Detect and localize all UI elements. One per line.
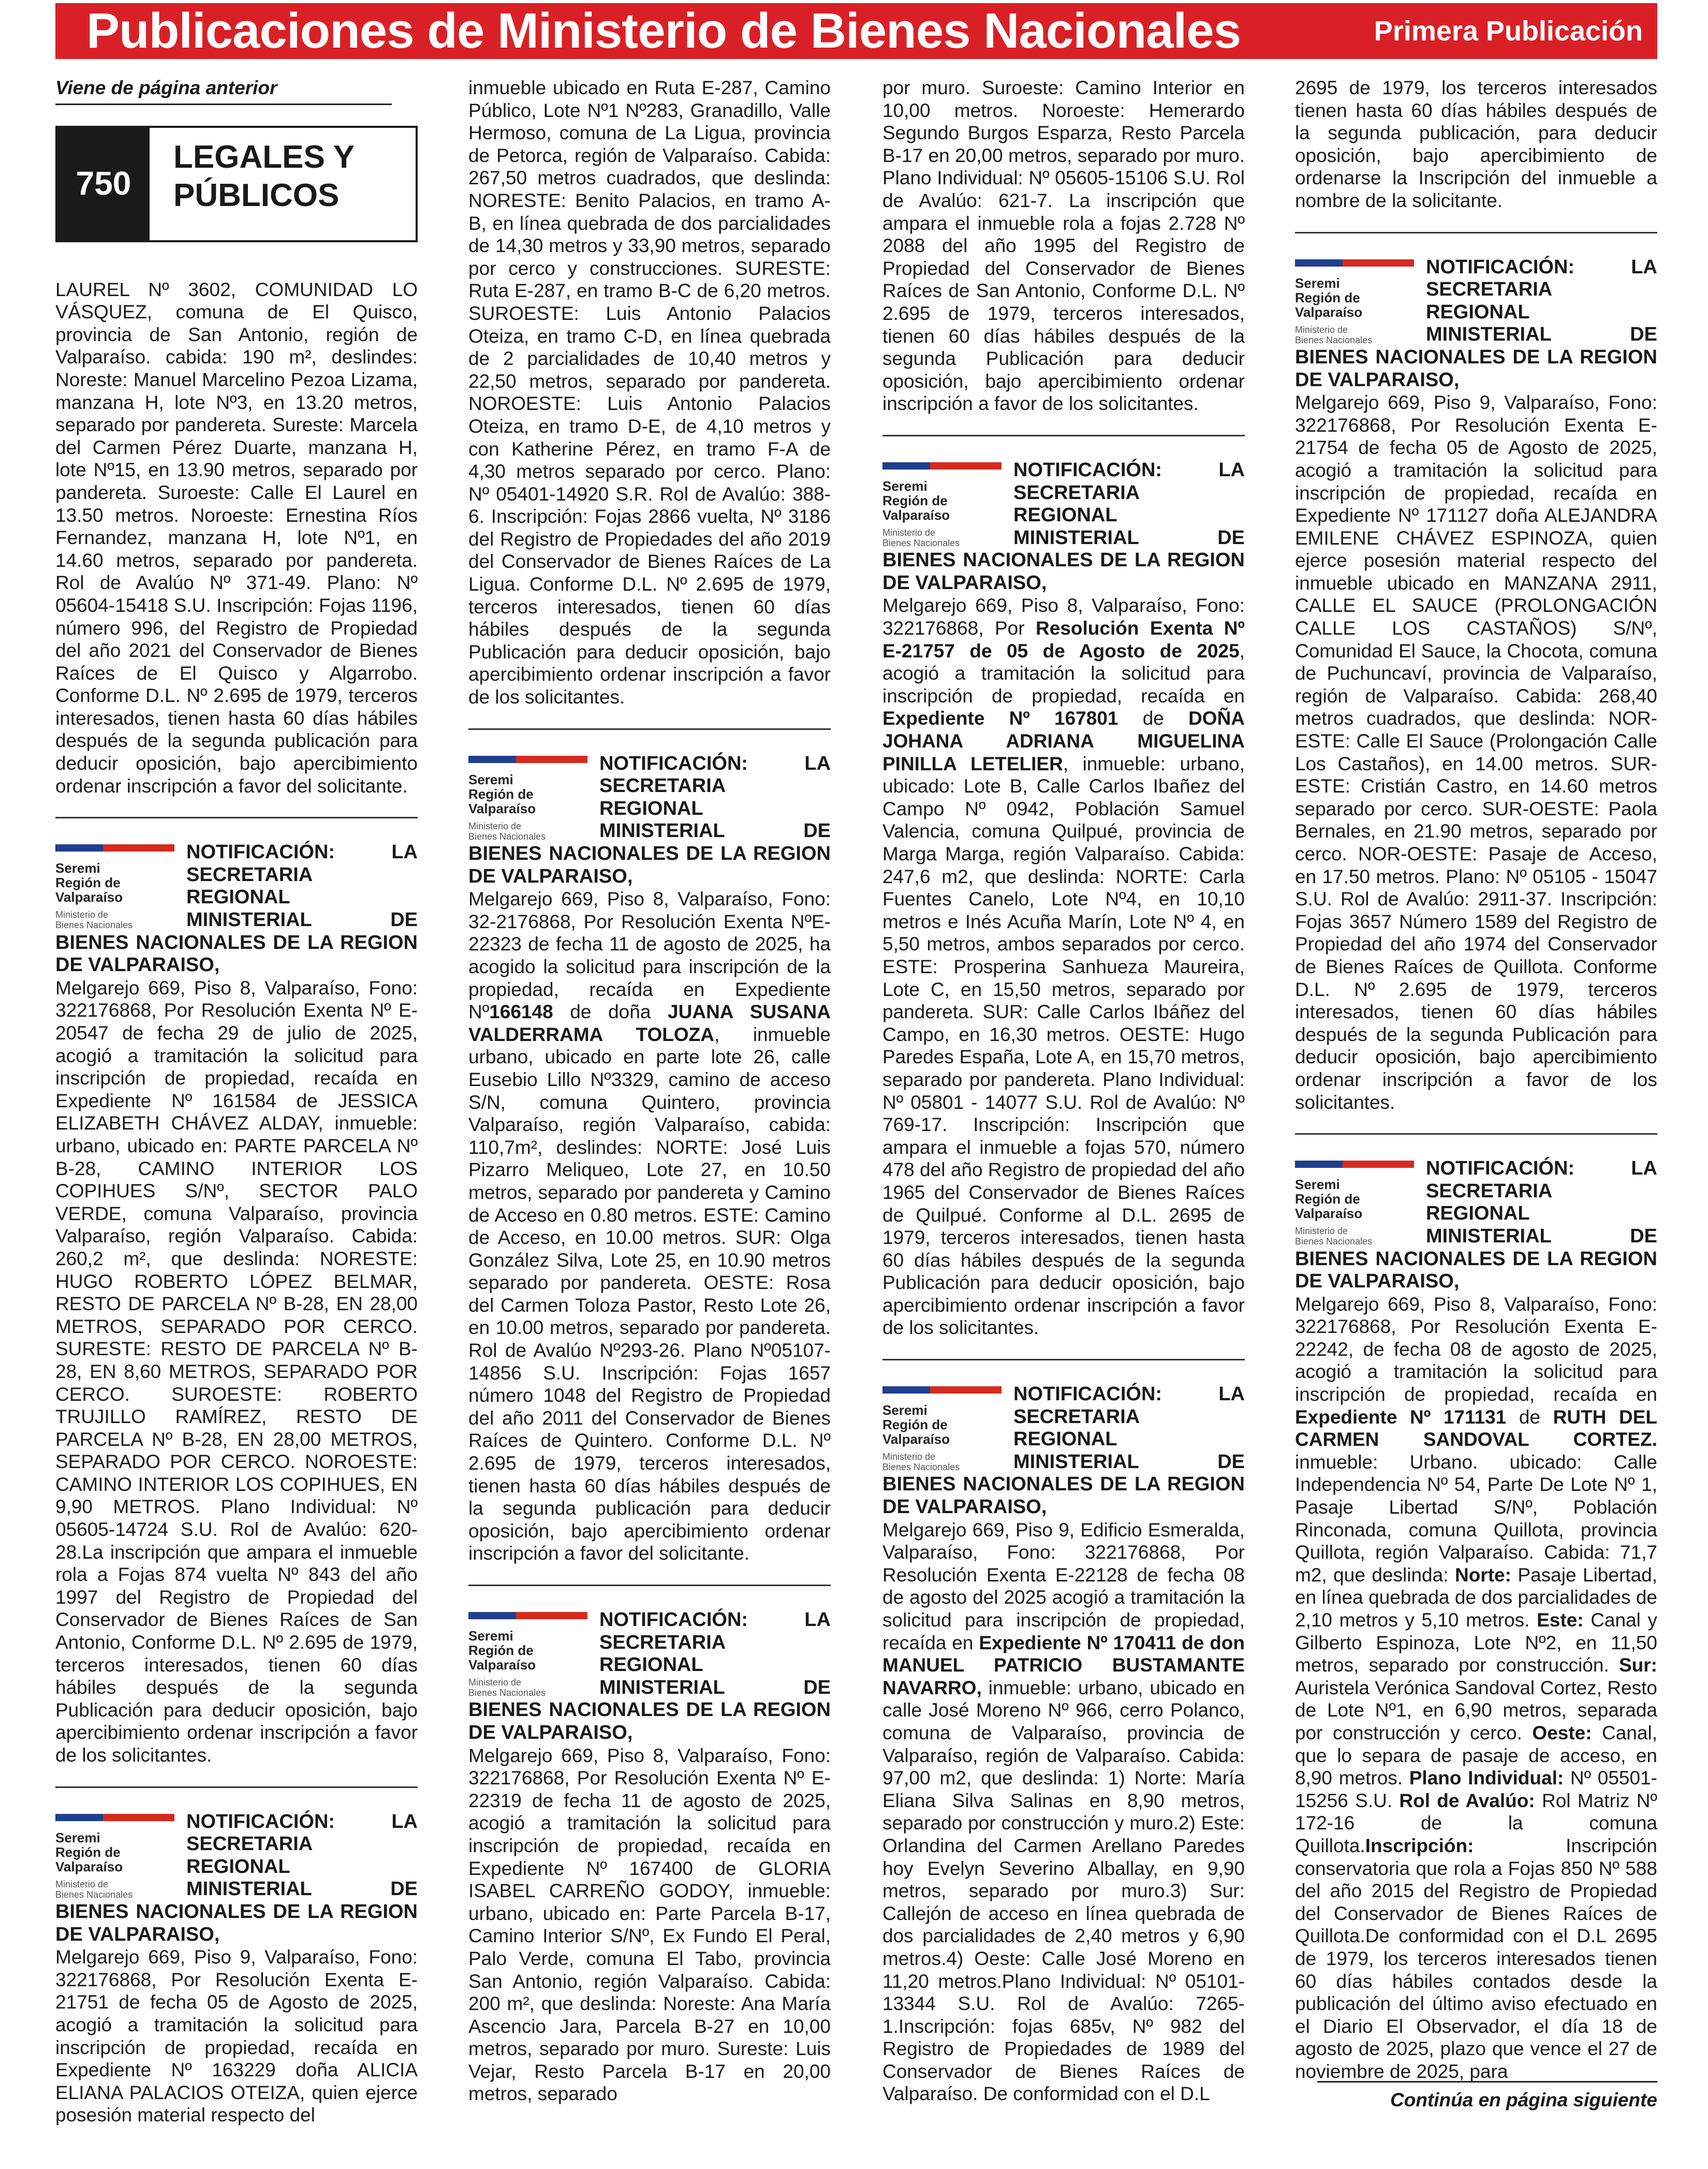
logo-text: Seremi (882, 1402, 927, 1418)
logo-text: Seremi (468, 771, 513, 787)
publication-tag: Primera Publicación (1374, 16, 1643, 47)
notice-block (468, 1609, 831, 2105)
divider (55, 817, 418, 818)
field-label: Rol de Avalúo: (1399, 1790, 1535, 1811)
logo-text: Seremi (1295, 1177, 1340, 1193)
divider (1295, 1133, 1657, 1135)
notice-text (1295, 1293, 1657, 2083)
logo-text: Región de (468, 786, 534, 802)
page-header-title: Publicaciones de Ministerio de Bienes Nacionales (86, 3, 1241, 58)
logo-text: Seremi (55, 1829, 100, 1845)
logo-text: Valparaíso (882, 507, 950, 523)
notice-block (1295, 1157, 1657, 2083)
continued-on-label: Continúa en página siguiente (1390, 2089, 1657, 2111)
logo-text: Región de (55, 1844, 121, 1860)
notice-text-part: , inmueble: urbano, ubicado: Lote B, Calle Carlos Ibañez del Campo Nº 0942, Población Samuel Valencia, comuna Quilpué, provincia de Marga Marga, región Valparaíso. Cabida: 247,6 m2, que deslinda: NORTE: Carla Fuentes Canelo, Lote Nº4, en 10,10 metros e Inés Acuña Marín, Lote Nº 4, en 5,50 metros, ambos separados por cerco. ESTE: Prosperina Sanhueza Maureira, Lote C, en 15,50 metros, separado por pandereta. SUR: Calle Carlos Ibáñez del Campo, en 16,30 metros. OESTE: Hugo Paredes España, Lote A, en 15,70 metros, separado por pandereta. Plano Individual: Nº 05801 - 14077 S.U. Rol de Avalúo: Nº 769-17. Inscripción: Inscripción que ampara el inmueble a fojas 570, número 478 del año Registro de propiedad del año 1965 del Conservador de Bienes Raíces de Quilpué. Conforme al D.L. 2695 de 1979, terceros interesados, tienen hasta 60 días hábiles después de la segunda Publicación para deducir oposición, bajo apercibimiento ordenar inscripción a favor de los solicitantes. (882, 753, 1245, 1339)
logo-subtext: Bienes Nacionales (468, 1688, 546, 1698)
section-number: 750 (57, 128, 150, 240)
logo-subtext: Ministerio de (882, 527, 936, 538)
notice-heading: NOTIFICACIÓN: LA SECRETARIA REGIONAL MINISTERIAL DE BIENES NACIONALES DE LA REGION DE VALPARAISO, (468, 1609, 831, 1743)
notice-text-part: Melgarejo 669, Piso 8, Valparaíso, Fono: 322176868, Por Resolución Exenta E-22242, de fecha 08 de agosto de 2025, acogió a tramitación la solicitud para inscripción de propiedad, recaída en (1295, 1293, 1657, 1405)
divider (55, 1786, 418, 1788)
field-label: Oeste: (1532, 1722, 1592, 1743)
field-value: Canal, que lo separa de pasaje de acceso, en 8,90 metros. (1295, 1722, 1658, 1789)
notice-text (882, 594, 1245, 1339)
seremi-logo (882, 1386, 1004, 1473)
notice-block (55, 841, 418, 1766)
logo-subtext: Ministerio de (882, 1452, 936, 1462)
logo-subtext: Bienes Nacionales (1295, 1236, 1373, 1247)
seremi-logo (468, 756, 590, 842)
logo-subtext: Bienes Nacionales (882, 537, 960, 548)
field-label: Plano Individual: (1409, 1767, 1564, 1789)
logo-text: Región de (882, 1417, 948, 1433)
expedient-number: Expediente Nº 170411 de don MANUEL PATRICIO BUSTAMANTE NAVARRO, (882, 1632, 1245, 1698)
notice-block (468, 753, 831, 1565)
notice-text-part: , inmueble urbano, ubicado en parte lote 26, calle Eusebio Lillo Nº3329, camino de acceso S/N, comuna Quintero, provincia Valparaíso, región Valparaíso, cabida: 110,7m², deslindes: NORTE: José Luis Pizarro Meliqueo, Lote 27, en 10.50 metros, separado por pandereta y Camino de Acceso en 0.80 metros. ESTE: Camino de Acceso, en 10.00 metros. SUR: Olga González Silva, Lote 25, en 10.90 metros separado por pandereta. OESTE: Rosa del Carmen Toloza Pastor, Resto Lote 26, en 10.00 metros, separado por pandereta. Rol de Avalúo Nº293-26. Plano Nº05107-14856 S.U. Inscripción: Fojas 1657 número 1048 del Registro de Propiedad del año 2011 del Conservador de Bienes Raíces de Quintero. Conforme D.L. Nº 2.695 de 1979, terceros interesados, tienen hasta 60 días hábiles después de la segunda publicación para deducir oposición, bajo apercibimiento ordenar inscripción a favor del solicitante. (468, 1023, 831, 1564)
field-value: Pasaje Libertad, en línea quebrada de dos parcialidades de 2,10 metros y 5,10 metros. (1295, 1564, 1658, 1631)
notice-block (55, 1811, 418, 2127)
applicant-name: RUTH DEL CARMEN SANDOVAL CORTEZ. (1295, 1406, 1657, 1450)
logo-text: Seremi (55, 860, 100, 876)
divider (468, 1585, 831, 1586)
seremi-logo (468, 1612, 590, 1698)
notice-heading: NOTIFICACIÓN: LA SECRETARIA REGIONAL MINISTERIAL DE BIENES NACIONALES DE LA REGION DE VALPARAISO, (882, 1383, 1245, 1518)
logo-text: Seremi (882, 478, 927, 494)
column-4 (1295, 77, 1657, 2083)
notice-block (882, 459, 1245, 1339)
notice-heading: NOTIFICACIÓN: LA SECRETARIA REGIONAL MINISTERIAL DE BIENES NACIONALES DE LA REGION DE VALPARAISO, (55, 1810, 418, 1945)
logo-text: Valparaíso (55, 1858, 123, 1874)
resolution-reference: Resolución Exenta Nº E-21757 de 05 de Agosto de 2025 (882, 618, 1245, 662)
field-label: Este: (1537, 1609, 1584, 1631)
logo-text: Valparaíso (468, 800, 536, 816)
divider (55, 104, 392, 105)
notice-heading: NOTIFICACIÓN: LA SECRETARIA REGIONAL MINISTERIAL DE BIENES NACIONALES DE LA REGION DE VALPARAISO, (468, 752, 831, 887)
notice-text: 2695 de 1979, los terceros interesados tienen hasta 60 días hábiles después de la segunda publicación, para deducir oposición, bajo apercibimiento de ordenarse la Inscripción del inmueble a nombre de la solicitante. (1295, 77, 1657, 211)
field-value: Inscripción conservatoria que rola a Fojas 850 Nº 588 del año 2015 del Registro de Propiedad del Conservador de Bienes Raíces de Quillota.De conformidad con el D.L 2695 de 1979, los terceros interesados tienen 60 días hábiles contados desde la publicación del último aviso efectuado en el Diario El Observador, el día 18 de agosto de 2025, plazo que vence el 27 de noviembre de 2025, para (1295, 1835, 1657, 2082)
field-value: Nº 05501-15256 S.U. (1295, 1767, 1657, 1811)
seremi-logo (1295, 259, 1417, 345)
notice-text-part: de (1506, 1406, 1553, 1428)
column-3 (882, 77, 1245, 2105)
logo-text: Región de (882, 492, 948, 508)
notice-block (882, 1383, 1245, 2105)
logo-subtext: Ministerio de (468, 1677, 522, 1688)
notice-text-part: inmueble: Urbano. ubicado: Calle Independencia Nº 54, Parte De Lote Nº 1, Pasaje Libertad S/Nº, Población Rinconada, comuna Quillota, provincia Quillota, región Valparaíso. Cabida: 71,7 m2, que deslinda: (1295, 1451, 1657, 1586)
section-title-line1: LEGALES Y (173, 139, 355, 175)
seremi-logo (55, 1814, 177, 1900)
notice-text: Melgarejo 669, Piso 9, Valparaíso, Fono: 322176868, Por Resolución Exenta E-21751 de fecha 05 de Agosto de 2025, acogió a tramitación la solicitud para inscripción de propiedad, recaída en Expediente Nº 163229 doña ALICIA ELIANA PALACIOS OTEIZA, quien ejerce posesión material respecto del (55, 1946, 418, 2126)
notice-text-part: Melgarejo 669, Piso 8, Valparaíso, Fono: 32-2176868, Por Resolución Exenta NºE-22323 de fecha 11 de agosto de 2025, ha acogido la solicitud para inscripción de la propiedad, recaída en Expediente Nº (468, 888, 831, 1023)
notice-block (1295, 256, 1657, 1114)
notice-text-part: de doña (553, 1001, 668, 1023)
section-box (55, 126, 418, 242)
logo-text: Valparaíso (1295, 304, 1363, 320)
seremi-logo (55, 844, 177, 931)
column-2 (468, 77, 831, 2105)
expedient-number: 166148 (489, 1001, 553, 1023)
field-value: Canal y Gilberto Espinoza, Lote Nº2, en 11,50 metros, separado por construcción. (1295, 1609, 1658, 1676)
field-value: Rol Matriz Nº 172-16 de la comuna Quillota. (1295, 1790, 1657, 1856)
notice-text-part: , acogió a tramitación la solicitud para inscripción de propiedad, recaída en (882, 640, 1245, 707)
seremi-logo (882, 462, 1004, 548)
notice-text: inmueble ubicado en Ruta E-287, Camino Público, Lote Nº1 Nº283, Granadillo, Valle Hermoso, comuna de La Ligua, provincia de Petorca, región de Valparaíso. Cabida: 267,50 metros cuadrados, que deslinda: NORESTE: Benito Palacios, en tramo A-B, en línea quebrada de dos parcialidades de 14,30 metros y 33,90 metros, separado por cerco y construcciones. SURESTE: Ruta E-287, en tramo B-C de 6,20 metros. SUROESTE: Luis Antonio Palacios Oteiza, en tramo C-D, en línea quebrada de 2 parcialidades de 10,40 metros y 22,50 metros, separado por pandereta. NOROESTE: Luis Antonio Palacios Oteiza, en tramo D-E, de 4,10 metros y con Katherine Pérez, en tramo F-A de 4,30 metros separado por cerco. Plano: Nº 05401-14920 S.R. Rol de Avalúo: 388-6. Inscripción: Fojas 2866 vuelta, Nº 3186 del Registro de Propiedades del año 2019 del Conservador de Bienes Raíces de La Ligua. Conforme D.L. Nº 2.695 de 1979, terceros interesados, tienen 60 días hábiles después de la segunda Publicación para deducir oposición, bajo apercibimiento ordenar inscripción a favor de los solicitantes. (468, 77, 831, 708)
notice-text: Melgarejo 669, Piso 8, Valparaíso, Fono: 322176868, Por Resolución Exenta Nº E-22319 de fecha 11 de agosto de 2025, acogió a tramitación la solicitud para inscripción de propiedad, recaída en Expediente Nº 167400 de GLORIA ISABEL CARREÑO GODOY, inmueble: urbano, ubicado en: Parte Parcela B-17, Camino Interior S/Nº, Ex Fundo El Peral, Palo Verde, comuna El Tabo, provincia San Antonio, región Valparaíso. Cabida: 200 m², que deslinda: Noreste: Ana María Ascencio Jara, Parcela B-27 en 10,00 metros, separado por muro. Sureste: Luis Vejar, Resto Parcela B-17 en 20,00 metros, separado (468, 1745, 831, 2105)
notice-heading: NOTIFICACIÓN: LA SECRETARIA REGIONAL MINISTERIAL DE BIENES NACIONALES DE LA REGION DE VALPARAISO, (1295, 1157, 1657, 1293)
logo-text: Valparaíso (1295, 1206, 1363, 1222)
notice-text: Melgarejo 669, Piso 8, Valparaíso, Fono: 322176868, Por Resolución Exenta Nº E-20547 de fecha 29 de julio de 2025, acogió a tramitación la solicitud para inscripción de propiedad, recaída en Expediente Nº 161584 de JESSICA ELIZABETH CHÁVEZ ALDAY, inmueble: urbano, ubicado en: PARTE PARCELA Nº B-28, CAMINO INTERIOR LOS COPIHUES S/Nº, SECTOR PALO VERDE, comuna Valparaíso, provincia Valparaíso, región Valparaíso. Cabida: 260,2 m², que deslinda: NORESTE: HUGO ROBERTO LÓPEZ BELMAR, RESTO DE PARCELA Nº B-28, EN 28,00 METROS, SEPARADO POR CERCO. SURESTE: RESTO DE PARCELA Nº B-28, EN 8,60 METROS, SEPARADO POR CERCO. SUROESTE: ROBERTO TRUJILLO RAMÍREZ, RESTO DE PARCELA Nº B-28, EN 28,00 METROS, SEPARADO POR CERCO. NOROESTE: CAMINO INTERIOR LOS COPIHUES, EN 9,90 METROS. Plano Individual: Nº 05605-14724 S.U. Rol de Avalúo: 620-28.La inscripción que ampara el inmueble rola a Fojas 874 vuelta Nº 843 del año 1997 del Registro de Propiedad del Conservador de Bienes Raíces de San Antonio, Conforme D.L. Nº 2.695 de 1979, terceros interesados, tienen 60 días hábiles después de la segunda Publicación para deducir oposición, bajo apercibimiento ordenar inscripción a favor de los solicitantes. (55, 977, 418, 1766)
logo-subtext: Bienes Nacionales (55, 1889, 133, 1900)
notice-text: LAUREL Nº 3602, COMUNIDAD LO VÁSQUEZ, comuna de El Quisco, provincia de San Antonio, región de Valparaíso. cabida: 190 m², deslindes: Noreste: Manuel Marcelino Pezoa Lizama, manzana H, lote Nº3, en 13.20 metros, separado por pandereta. Sureste: Marcela del Carmen Pérez Duarte, manzana H, lote Nº15, en 13.90 metros, separado por pandereta. Suroeste: Calle El Laurel en 13.50 metros. Noroeste: Ernestina Ríos Fernandez, manzana H, lote Nº1, en 14.60 metros, separado por pandereta. Rol de Avalúo Nº 371-49. Plano: Nº 05604-15418 S.U. Inscripción: Fojas 1196, número 996, del Registro de Propiedad del año 2021 del Conservador de Bienes Raíces de El Quisco y Algarrobo. Conforme D.L. Nº 2.695 de 1979, terceros interesados, tienen hasta 60 días hábiles después de la segunda publicación para deducir oposición, bajo apercibimiento ordenar inscripción a favor del solicitante. (55, 279, 418, 797)
logo-subtext: Bienes Nacionales (468, 831, 546, 842)
notice-text (882, 1519, 1245, 2105)
logo-text: Valparaíso (882, 1431, 950, 1447)
logo-subtext: Ministerio de (1295, 1226, 1348, 1237)
divider (882, 1359, 1245, 1360)
logo-text: Seremi (468, 1628, 513, 1644)
expedient-number: Expediente Nº 171131 (1295, 1406, 1507, 1428)
field-label: Norte: (1454, 1564, 1511, 1586)
divider (468, 728, 831, 730)
notice-heading: NOTIFICACIÓN: LA SECRETARIA REGIONAL MINISTERIAL DE BIENES NACIONALES DE LA REGION DE VALPARAISO, (882, 459, 1245, 594)
continued-from-label: Viene de página anterior (55, 77, 277, 98)
notice-heading: NOTIFICACIÓN: LA SECRETARIA REGIONAL MINISTERIAL DE BIENES NACIONALES DE LA REGION DE VALPARAISO, (55, 841, 418, 976)
logo-subtext: Bienes Nacionales (882, 1462, 960, 1473)
divider (1295, 232, 1657, 233)
expedient-number: Expediente Nº 167801 (882, 708, 1118, 729)
logo-text: Región de (1295, 1191, 1360, 1207)
logo-subtext: Ministerio de (55, 1879, 109, 1889)
logo-text: Valparaíso (468, 1657, 536, 1673)
page-header-banner (55, 3, 1657, 59)
logo-text: Región de (468, 1643, 534, 1658)
logo-subtext: Bienes Nacionales (1295, 334, 1373, 345)
notice-text-part: de (1118, 708, 1189, 729)
logo-subtext: Ministerio de (468, 820, 522, 831)
notice-text: Melgarejo 669, Piso 9, Valparaíso, Fono: 322176868, Por Resolución Exenta E-21754 de fecha 05 de Agosto de 2025, acogió a tramitación la solicitud para inscripción de propiedad, recaída en Expediente Nº 171127 doña ALEJANDRA EMILENE CHÁVEZ ESPINOZA, quien ejerce posesión material respecto del inmueble ubicado en MANZANA 2911, CALLE EL SAUCE (PROLONGACIÓN CALLE LOS CASTAÑOS) S/Nº, Comunidad El Sauce, la Chocota, comuna de Puchuncaví, provincia de Valparaíso, región de Valparaíso. Cabida: 268,40 metros cuadrados, que deslinda: NOR-ESTE: Calle El Sauce (Prolongación Calle Los Castaños), en 14.00 metros. SUR-ESTE: Cristián Castro, en 14.60 metros separado por cerco. SUR-OESTE: Paola Bernales, en 21.90 metros, separado por cerco. NOR-OESTE: Pasaje de Acceso, en 17.50 metros. Plano: Nº 05105 - 15047 S.U. Rol de Avalúo: 2911-37. Inscripción: Fojas 3657 Número 1589 del Registro de Propiedad del año 1974 del Conservador de Bienes Raíces de Quillota. Conforme D.L. Nº 2.695 de 1979, terceros interesados, tienen 60 días hábiles después de la segunda Publicación para deducir oposición, bajo apercibimiento ordenar inscripción a favor de los solicitantes. (1295, 392, 1657, 1113)
logo-text: Seremi (1295, 275, 1340, 291)
notice-text (468, 888, 831, 1565)
divider (882, 435, 1245, 436)
seremi-logo (1295, 1161, 1417, 1247)
logo-subtext: Ministerio de (55, 910, 109, 920)
divider (1317, 2081, 1657, 2083)
section-title (150, 128, 416, 240)
logo-subtext: Ministerio de (1295, 324, 1348, 335)
notice-text: por muro. Suroeste: Camino Interior en 10,00 metros. Noroeste: Hemerardo Segundo Burgos Esparza, Resto Parcela B-17 en 20,00 metros, separado por muro. Plano Individual: Nº 05605-15106 S.U. Rol de Avalúo: 621-7. La inscripción que ampara el inmueble rola a fojas 2.728 Nº 2088 del año 1995 del Registro de Propiedad del Conservador de Bienes Raíces de San Antonio, Conforme D.L. Nº 2.695 de 1979, terceros interesados, tienen 60 días hábiles después de la segunda Publicación para deducir oposición, bajo apercibimiento ordenar inscripción a favor de los solicitantes. (882, 77, 1245, 415)
notice-text-part: inmueble: urbano, ubicado en calle José Moreno Nº 966, cerro Polanco, comuna de Valparaíso, provincia de Valparaíso, región de Valparaíso. Cabida: 97,00 m2, que deslinda: 1) Norte: María Eliana Silva Salinas en 8,90 metros, separado por construcción y muro.2) Este: Orlandina del Carmen Arellano Paredes hoy Evelyn Severino Alballay, en 9,90 metros, separado por muro.3) Sur: Callejón de acceso en línea quebrada de dos parcialidades de 2,40 metros y 6,90 metros.4) Oeste: Calle José Moreno en 11,20 metros.Plano Individual: Nº 05101-13344 S.U. Rol de Avalúo: 7265-1.Inscripción: fojas 685v, Nº 982 del Registro de Propiedades de 1989 del Conservador de Bienes Raíces de Valparaíso. De conformidad con el D.L (882, 1677, 1245, 2105)
logo-subtext: Bienes Nacionales (55, 920, 133, 931)
applicant-name: JUANA SUSANA VALDERRAMA TOLOZA (468, 1001, 831, 1045)
section-title-line2: PÚBLICOS (173, 177, 340, 213)
field-label: Inscripción: (1365, 1835, 1474, 1856)
notice-text-part: Melgarejo 669, Piso 9, Edificio Esmeralda, Valparaíso, Fono: 322176868, Por Resolución Exenta E-22128 de fecha 08 de agosto del 2025 acogió a tramitación la solicitud para inscripción de propiedad, recaída en (882, 1519, 1245, 1653)
logo-text: Región de (1295, 289, 1360, 305)
logo-text: Región de (55, 875, 121, 891)
field-label: Sur: (1619, 1654, 1657, 1676)
field-value: Auristela Verónica Sandoval Cortez, Resto de Lote Nº1, en 6,90 metros, separada por construcción y cerco. (1295, 1677, 1657, 1743)
applicant-name: DOÑA JOHANA ADRIANA MIGUELINA PINILLA LETELIER (882, 708, 1245, 774)
notice-heading: NOTIFICACIÓN: LA SECRETARIA REGIONAL MINISTERIAL DE BIENES NACIONALES DE LA REGION DE VALPARAISO, (1295, 256, 1657, 391)
notice-text-part: Melgarejo 669, Piso 8, Valparaíso, Fono: 322176868, Por (882, 595, 1245, 639)
column-1 (55, 77, 418, 2127)
logo-text: Valparaíso (55, 889, 123, 905)
